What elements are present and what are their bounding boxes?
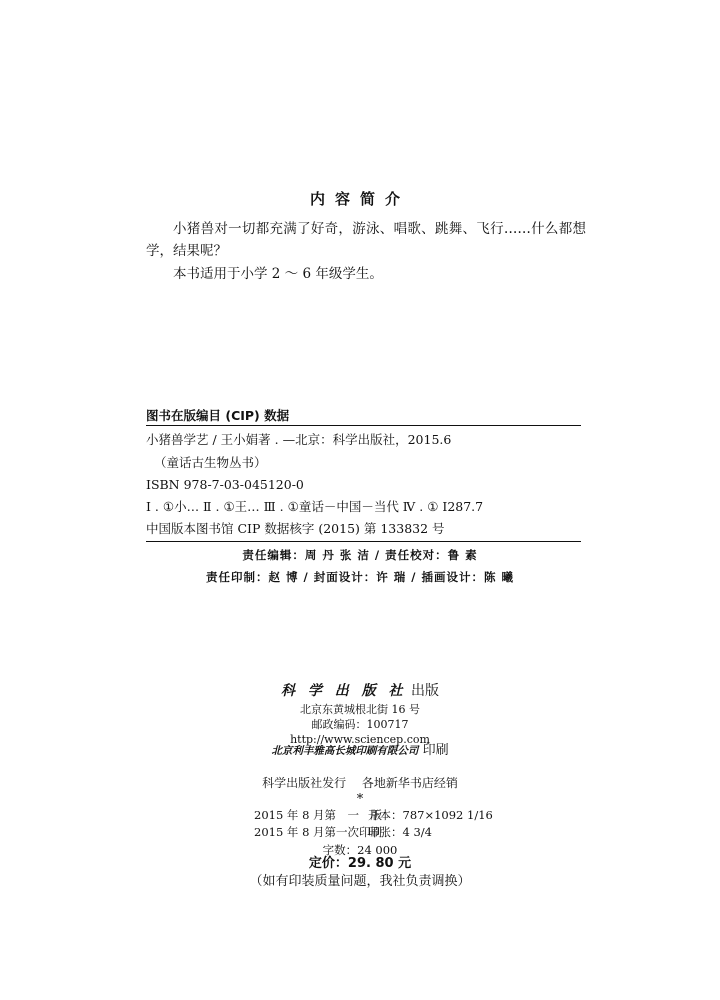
cip-top-divider xyxy=(146,425,581,426)
production-credits: 责任印制：赵 博 / 封面设计：许 瑞 / 插画设计：陈 曦 xyxy=(206,570,514,584)
editor-credits: 责任编辑：周 丹 张 洁 / 责任校对：鲁 素 xyxy=(242,548,478,562)
printer-name: 北京利丰雅高长城印刷有限公司 xyxy=(271,745,419,757)
printer-line xyxy=(0,744,720,758)
summary-paragraph: 小猪兽对一切都充满了好奇，游泳、唱歌、跳舞、飞行……什么都想学，结果呢？ xyxy=(146,221,586,259)
distribution-line: 科学出版社发行 各地新华书店经销 xyxy=(262,776,458,790)
printer-suffix: 印刷 xyxy=(422,743,449,758)
cip-isbn-line: ISBN 978-7-03-045120-0 xyxy=(146,477,304,492)
cip-heading: 图书在版编目 (CIP) 数据 xyxy=(146,408,290,423)
quality-note: （如有印装质量问题，我社负责调换） xyxy=(249,874,471,889)
price: 定价：29. 80 元 xyxy=(308,856,412,871)
publisher-name: 科 学 出 版 社 xyxy=(281,683,407,699)
cip-series-line: （童话古生物丛书） xyxy=(154,455,267,470)
summary-title: 内容简介 xyxy=(309,190,410,208)
cip-record-number-line: 中国版本图书馆 CIP 数据核字 (2015) 第 133832 号 xyxy=(146,521,445,536)
sheets-text: 印张：4 3/4 xyxy=(368,825,432,839)
printing-row xyxy=(254,825,432,839)
cip-title-line: 小猪兽学艺 / 王小娟著 . —北京：科学出版社，2015.6 xyxy=(146,432,452,447)
printing-text: 2015 年 8 月第一次印刷 xyxy=(254,825,383,839)
format-text: 开本：787×1092 1/16 xyxy=(368,808,493,822)
cip-bottom-divider xyxy=(146,541,581,542)
cip-classification-line: Ⅰ . ①小… Ⅱ . ①王… Ⅲ . ①童话－中国－当代 Ⅳ . ① I287.7 xyxy=(146,499,484,514)
audience-paragraph: 本书适用于小学 2 ～ 6 年级学生。 xyxy=(173,266,383,282)
edition-row xyxy=(254,808,493,822)
edition-text: 2015 年 8 月第 一 版 xyxy=(254,808,383,822)
publisher-url: http://www.sciencep.com xyxy=(290,733,430,746)
publisher-suffix: 出版 xyxy=(410,683,439,699)
publisher-postcode: 邮政编码：100717 xyxy=(311,718,409,731)
word-count: 字数：24 000 xyxy=(322,843,398,857)
separator-star: * xyxy=(356,792,364,807)
publisher-line xyxy=(0,684,720,698)
publisher-address: 北京东黄城根北街 16 号 xyxy=(300,703,420,716)
